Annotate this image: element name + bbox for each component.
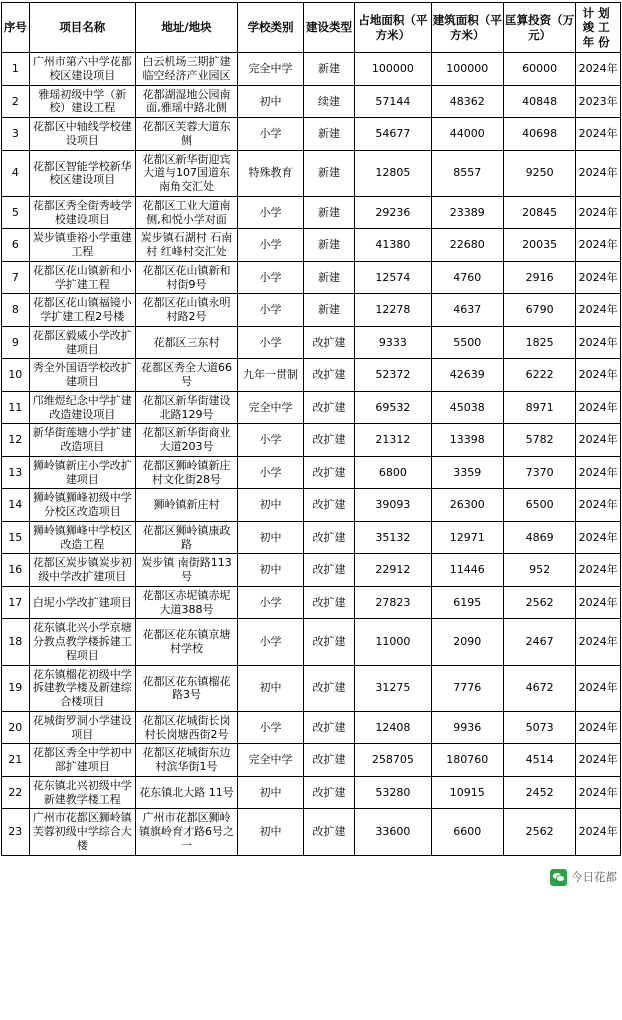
cell-floor-area: 10915 bbox=[431, 776, 503, 809]
cell-year: 2024年 bbox=[576, 229, 621, 262]
header-address: 地址/地块 bbox=[135, 3, 237, 53]
cell-no: 20 bbox=[2, 711, 30, 744]
table-row bbox=[2, 586, 621, 619]
cell-year: 2024年 bbox=[576, 619, 621, 665]
cell-budget: 20845 bbox=[503, 196, 575, 229]
cell-year: 2024年 bbox=[576, 809, 621, 855]
cell-address: 花都区狮岭镇康政路 bbox=[135, 521, 237, 554]
wechat-account bbox=[550, 869, 617, 886]
cell-land-area: 258705 bbox=[355, 744, 432, 777]
cell-build-type: 改扩建 bbox=[304, 326, 355, 359]
cell-no: 1 bbox=[2, 53, 30, 86]
cell-project-name: 花东镇榴花初级中学拆建教学楼及新建综合楼项目 bbox=[29, 665, 135, 711]
table-row bbox=[2, 359, 621, 392]
cell-address: 花都区花城街长岗村长岗塘西街2号 bbox=[135, 711, 237, 744]
table-row bbox=[2, 711, 621, 744]
cell-project-name: 白坭小学改扩建项目 bbox=[29, 586, 135, 619]
cell-school-type: 小学 bbox=[238, 456, 304, 489]
cell-year: 2024年 bbox=[576, 261, 621, 294]
cell-address: 狮岭镇新庄村 bbox=[135, 489, 237, 522]
cell-project-name: 邝维煜纪念中学扩建改造建设项目 bbox=[29, 391, 135, 424]
cell-land-area: 6800 bbox=[355, 456, 432, 489]
cell-no: 21 bbox=[2, 744, 30, 777]
cell-budget: 7370 bbox=[503, 456, 575, 489]
cell-address: 广州市花都区狮岭镇旗岭育才路6号之一 bbox=[135, 809, 237, 855]
cell-address: 花都区花城街东边村滨华街1号 bbox=[135, 744, 237, 777]
cell-no: 22 bbox=[2, 776, 30, 809]
cell-address: 花都区花东镇京塘村学校 bbox=[135, 619, 237, 665]
table-row bbox=[2, 744, 621, 777]
cell-no: 9 bbox=[2, 326, 30, 359]
cell-floor-area: 4637 bbox=[431, 294, 503, 327]
cell-no: 3 bbox=[2, 118, 30, 151]
cell-school-type: 初中 bbox=[238, 554, 304, 587]
cell-address: 白云机场三期扩建临空经济产业园区 bbox=[135, 53, 237, 86]
table-row bbox=[2, 521, 621, 554]
cell-address: 炭步镇 南街路113号 bbox=[135, 554, 237, 587]
cell-school-type: 小学 bbox=[238, 711, 304, 744]
cell-year: 2024年 bbox=[576, 665, 621, 711]
cell-school-type: 完全中学 bbox=[238, 744, 304, 777]
cell-floor-area: 8557 bbox=[431, 150, 503, 196]
cell-project-name: 狮岭镇狮峰中学校区改造工程 bbox=[29, 521, 135, 554]
cell-school-type: 初中 bbox=[238, 85, 304, 118]
cell-address: 花都区新华街建设北路129号 bbox=[135, 391, 237, 424]
cell-build-type: 改扩建 bbox=[304, 619, 355, 665]
cell-year: 2024年 bbox=[576, 456, 621, 489]
cell-school-type: 小学 bbox=[238, 326, 304, 359]
cell-build-type: 新建 bbox=[304, 261, 355, 294]
cell-address: 花都区花东镇榴花路3号 bbox=[135, 665, 237, 711]
cell-year: 2024年 bbox=[576, 118, 621, 151]
header-build-type: 建设类型 bbox=[304, 3, 355, 53]
cell-build-type: 改扩建 bbox=[304, 809, 355, 855]
cell-floor-area: 23389 bbox=[431, 196, 503, 229]
cell-no: 6 bbox=[2, 229, 30, 262]
cell-project-name: 花都区智能学校新华校区建设项目 bbox=[29, 150, 135, 196]
cell-budget: 4869 bbox=[503, 521, 575, 554]
cell-year: 2024年 bbox=[576, 391, 621, 424]
cell-year: 2024年 bbox=[576, 554, 621, 587]
table-row bbox=[2, 326, 621, 359]
header-name: 项目名称 bbox=[29, 3, 135, 53]
cell-land-area: 69532 bbox=[355, 391, 432, 424]
cell-land-area: 12805 bbox=[355, 150, 432, 196]
cell-school-type: 小学 bbox=[238, 424, 304, 457]
cell-build-type: 新建 bbox=[304, 196, 355, 229]
cell-project-name: 狮岭镇新庄小学改扩建项目 bbox=[29, 456, 135, 489]
cell-build-type: 改扩建 bbox=[304, 391, 355, 424]
cell-project-name: 新华街莲塘小学扩建改造项目 bbox=[29, 424, 135, 457]
cell-build-type: 改扩建 bbox=[304, 554, 355, 587]
cell-floor-area: 11446 bbox=[431, 554, 503, 587]
header-year: 计划竣工年份 bbox=[576, 3, 621, 53]
cell-build-type: 改扩建 bbox=[304, 456, 355, 489]
cell-budget: 2562 bbox=[503, 586, 575, 619]
cell-project-name: 狮岭镇狮峰初级中学分校区改造项目 bbox=[29, 489, 135, 522]
cell-budget: 5782 bbox=[503, 424, 575, 457]
cell-land-area: 39093 bbox=[355, 489, 432, 522]
cell-budget: 2467 bbox=[503, 619, 575, 665]
cell-project-name: 广州市第六中学花都校区建设项目 bbox=[29, 53, 135, 86]
cell-school-type: 初中 bbox=[238, 776, 304, 809]
cell-floor-area: 3359 bbox=[431, 456, 503, 489]
cell-land-area: 54677 bbox=[355, 118, 432, 151]
cell-project-name: 花都区花山镇福镜小学扩建工程2号楼 bbox=[29, 294, 135, 327]
cell-build-type: 新建 bbox=[304, 294, 355, 327]
cell-no: 2 bbox=[2, 85, 30, 118]
cell-budget: 4514 bbox=[503, 744, 575, 777]
table-row bbox=[2, 294, 621, 327]
cell-year: 2024年 bbox=[576, 359, 621, 392]
header-budget: 匡算投资（万元） bbox=[503, 3, 575, 53]
cell-build-type: 新建 bbox=[304, 150, 355, 196]
cell-address: 炭步镇石湖村 石南村 红峰村交汇处 bbox=[135, 229, 237, 262]
cell-school-type: 小学 bbox=[238, 261, 304, 294]
cell-budget: 6790 bbox=[503, 294, 575, 327]
cell-build-type: 改扩建 bbox=[304, 665, 355, 711]
table-row bbox=[2, 53, 621, 86]
cell-budget: 1825 bbox=[503, 326, 575, 359]
cell-project-name: 花城街罗洞小学建设项目 bbox=[29, 711, 135, 744]
cell-budget: 952 bbox=[503, 554, 575, 587]
cell-budget: 4672 bbox=[503, 665, 575, 711]
cell-floor-area: 5500 bbox=[431, 326, 503, 359]
cell-floor-area: 42639 bbox=[431, 359, 503, 392]
table-row bbox=[2, 554, 621, 587]
cell-land-area: 9333 bbox=[355, 326, 432, 359]
cell-year: 2024年 bbox=[576, 586, 621, 619]
cell-no: 16 bbox=[2, 554, 30, 587]
table-row bbox=[2, 665, 621, 711]
cell-no: 17 bbox=[2, 586, 30, 619]
cell-land-area: 29236 bbox=[355, 196, 432, 229]
wechat-account-name: 今日花都 bbox=[571, 870, 617, 885]
cell-year: 2024年 bbox=[576, 424, 621, 457]
cell-budget: 8971 bbox=[503, 391, 575, 424]
table-row bbox=[2, 489, 621, 522]
cell-land-area: 41380 bbox=[355, 229, 432, 262]
cell-school-type: 小学 bbox=[238, 294, 304, 327]
cell-budget: 5073 bbox=[503, 711, 575, 744]
cell-no: 7 bbox=[2, 261, 30, 294]
table-row bbox=[2, 456, 621, 489]
cell-land-area: 57144 bbox=[355, 85, 432, 118]
cell-budget: 2916 bbox=[503, 261, 575, 294]
cell-no: 4 bbox=[2, 150, 30, 196]
cell-build-type: 改扩建 bbox=[304, 424, 355, 457]
cell-land-area: 35132 bbox=[355, 521, 432, 554]
cell-land-area: 53280 bbox=[355, 776, 432, 809]
cell-year: 2024年 bbox=[576, 489, 621, 522]
cell-school-type: 特殊教育 bbox=[238, 150, 304, 196]
cell-build-type: 新建 bbox=[304, 229, 355, 262]
cell-address: 花都区花山镇永明村路2号 bbox=[135, 294, 237, 327]
cell-project-name: 雅瑶初级中学（新校）建设工程 bbox=[29, 85, 135, 118]
cell-school-type: 小学 bbox=[238, 229, 304, 262]
cell-project-name: 秀全外国语学校改扩建项目 bbox=[29, 359, 135, 392]
cell-floor-area: 180760 bbox=[431, 744, 503, 777]
cell-floor-area: 13398 bbox=[431, 424, 503, 457]
cell-year: 2024年 bbox=[576, 521, 621, 554]
cell-floor-area: 45038 bbox=[431, 391, 503, 424]
projects-table bbox=[1, 2, 621, 856]
cell-build-type: 改扩建 bbox=[304, 711, 355, 744]
cell-year: 2024年 bbox=[576, 711, 621, 744]
cell-budget: 40698 bbox=[503, 118, 575, 151]
cell-year: 2024年 bbox=[576, 53, 621, 86]
cell-floor-area: 2090 bbox=[431, 619, 503, 665]
cell-project-name: 花都区中轴线学校建设项目 bbox=[29, 118, 135, 151]
cell-land-area: 100000 bbox=[355, 53, 432, 86]
cell-land-area: 33600 bbox=[355, 809, 432, 855]
table-row bbox=[2, 261, 621, 294]
cell-budget: 6500 bbox=[503, 489, 575, 522]
cell-no: 12 bbox=[2, 424, 30, 457]
cell-land-area: 12408 bbox=[355, 711, 432, 744]
cell-address: 花都区花山镇新和村街9号 bbox=[135, 261, 237, 294]
cell-address: 花都区新华街迎宾大道与107国道东南角交汇处 bbox=[135, 150, 237, 196]
cell-floor-area: 4760 bbox=[431, 261, 503, 294]
cell-no: 5 bbox=[2, 196, 30, 229]
cell-build-type: 改扩建 bbox=[304, 586, 355, 619]
cell-budget: 9250 bbox=[503, 150, 575, 196]
cell-budget: 60000 bbox=[503, 53, 575, 86]
table-row bbox=[2, 809, 621, 855]
cell-floor-area: 22680 bbox=[431, 229, 503, 262]
cell-build-type: 改扩建 bbox=[304, 744, 355, 777]
cell-build-type: 新建 bbox=[304, 118, 355, 151]
cell-floor-area: 26300 bbox=[431, 489, 503, 522]
cell-address: 花都区三东村 bbox=[135, 326, 237, 359]
cell-school-type: 小学 bbox=[238, 586, 304, 619]
header-floor-area: 建筑面积（平方米） bbox=[431, 3, 503, 53]
table-row bbox=[2, 196, 621, 229]
cell-floor-area: 48362 bbox=[431, 85, 503, 118]
cell-build-type: 改扩建 bbox=[304, 521, 355, 554]
cell-floor-area: 44000 bbox=[431, 118, 503, 151]
cell-address: 花都区芙蓉大道东侧 bbox=[135, 118, 237, 151]
cell-project-name: 花都区毅威小学改扩建项目 bbox=[29, 326, 135, 359]
cell-no: 23 bbox=[2, 809, 30, 855]
cell-floor-area: 6600 bbox=[431, 809, 503, 855]
cell-year: 2024年 bbox=[576, 294, 621, 327]
cell-school-type: 小学 bbox=[238, 619, 304, 665]
cell-build-type: 改扩建 bbox=[304, 359, 355, 392]
table-body bbox=[2, 53, 621, 856]
cell-year: 2024年 bbox=[576, 150, 621, 196]
cell-build-type: 续建 bbox=[304, 85, 355, 118]
header-land-area: 占地面积（平方米） bbox=[355, 3, 432, 53]
cell-budget: 6222 bbox=[503, 359, 575, 392]
cell-project-name: 花东镇北兴小学京塘分教点教学楼拆建工程项目 bbox=[29, 619, 135, 665]
cell-school-type: 九年一贯制 bbox=[238, 359, 304, 392]
cell-project-name: 花都区秀全街秀岐学校建设项目 bbox=[29, 196, 135, 229]
cell-year: 2024年 bbox=[576, 744, 621, 777]
cell-no: 15 bbox=[2, 521, 30, 554]
header-school-type: 学校类别 bbox=[238, 3, 304, 53]
table-header-row bbox=[2, 3, 621, 53]
cell-land-area: 12574 bbox=[355, 261, 432, 294]
cell-no: 18 bbox=[2, 619, 30, 665]
cell-land-area: 22912 bbox=[355, 554, 432, 587]
table-row bbox=[2, 619, 621, 665]
table-row bbox=[2, 391, 621, 424]
cell-project-name: 花都区秀全中学初中部扩建项目 bbox=[29, 744, 135, 777]
cell-floor-area: 12971 bbox=[431, 521, 503, 554]
cell-project-name: 炭步镇垂裕小学重建工程 bbox=[29, 229, 135, 262]
cell-address: 花都区工业大道南侧,和悦小学对面 bbox=[135, 196, 237, 229]
cell-build-type: 改扩建 bbox=[304, 776, 355, 809]
cell-floor-area: 6195 bbox=[431, 586, 503, 619]
table-row bbox=[2, 150, 621, 196]
cell-no: 11 bbox=[2, 391, 30, 424]
cell-address: 花都区赤坭镇赤坭大道388号 bbox=[135, 586, 237, 619]
cell-school-type: 初中 bbox=[238, 521, 304, 554]
cell-budget: 2452 bbox=[503, 776, 575, 809]
cell-address: 花都区新华街商业大道203号 bbox=[135, 424, 237, 457]
cell-build-type: 新建 bbox=[304, 53, 355, 86]
cell-project-name: 花东镇北兴初级中学新建教学楼工程 bbox=[29, 776, 135, 809]
page-footer bbox=[1, 856, 621, 890]
cell-year: 2023年 bbox=[576, 85, 621, 118]
cell-land-area: 52372 bbox=[355, 359, 432, 392]
cell-floor-area: 9936 bbox=[431, 711, 503, 744]
cell-project-name: 花都区炭步镇炭步初级中学改扩建项目 bbox=[29, 554, 135, 587]
wechat-icon bbox=[550, 869, 567, 886]
cell-budget: 2562 bbox=[503, 809, 575, 855]
table-row bbox=[2, 118, 621, 151]
cell-project-name: 广州市花都区狮岭镇芙蓉初级中学综合大楼 bbox=[29, 809, 135, 855]
cell-year: 2024年 bbox=[576, 776, 621, 809]
table-row bbox=[2, 424, 621, 457]
cell-no: 13 bbox=[2, 456, 30, 489]
cell-school-type: 完全中学 bbox=[238, 53, 304, 86]
cell-address: 花东镇北大路 11号 bbox=[135, 776, 237, 809]
header-no: 序号 bbox=[2, 3, 30, 53]
cell-school-type: 完全中学 bbox=[238, 391, 304, 424]
cell-no: 10 bbox=[2, 359, 30, 392]
cell-year: 2024年 bbox=[576, 326, 621, 359]
document-page bbox=[0, 2, 622, 1020]
cell-build-type: 改扩建 bbox=[304, 489, 355, 522]
cell-land-area: 27823 bbox=[355, 586, 432, 619]
cell-project-name: 花都区花山镇新和小学扩建工程 bbox=[29, 261, 135, 294]
cell-no: 19 bbox=[2, 665, 30, 711]
cell-land-area: 21312 bbox=[355, 424, 432, 457]
cell-floor-area: 100000 bbox=[431, 53, 503, 86]
cell-budget: 40848 bbox=[503, 85, 575, 118]
cell-land-area: 12278 bbox=[355, 294, 432, 327]
cell-school-type: 小学 bbox=[238, 118, 304, 151]
cell-year: 2024年 bbox=[576, 196, 621, 229]
cell-address: 花都区秀全大道66号 bbox=[135, 359, 237, 392]
cell-address: 花都区狮岭镇新庄村文化街28号 bbox=[135, 456, 237, 489]
cell-budget: 20035 bbox=[503, 229, 575, 262]
cell-no: 14 bbox=[2, 489, 30, 522]
cell-address: 花都湖湿地公园南面,雅瑶中路北侧 bbox=[135, 85, 237, 118]
cell-land-area: 11000 bbox=[355, 619, 432, 665]
cell-school-type: 初中 bbox=[238, 489, 304, 522]
cell-no: 8 bbox=[2, 294, 30, 327]
cell-land-area: 31275 bbox=[355, 665, 432, 711]
cell-floor-area: 7776 bbox=[431, 665, 503, 711]
cell-school-type: 小学 bbox=[238, 196, 304, 229]
cell-school-type: 初中 bbox=[238, 809, 304, 855]
cell-school-type: 初中 bbox=[238, 665, 304, 711]
table-row bbox=[2, 776, 621, 809]
table-row bbox=[2, 229, 621, 262]
table-row bbox=[2, 85, 621, 118]
